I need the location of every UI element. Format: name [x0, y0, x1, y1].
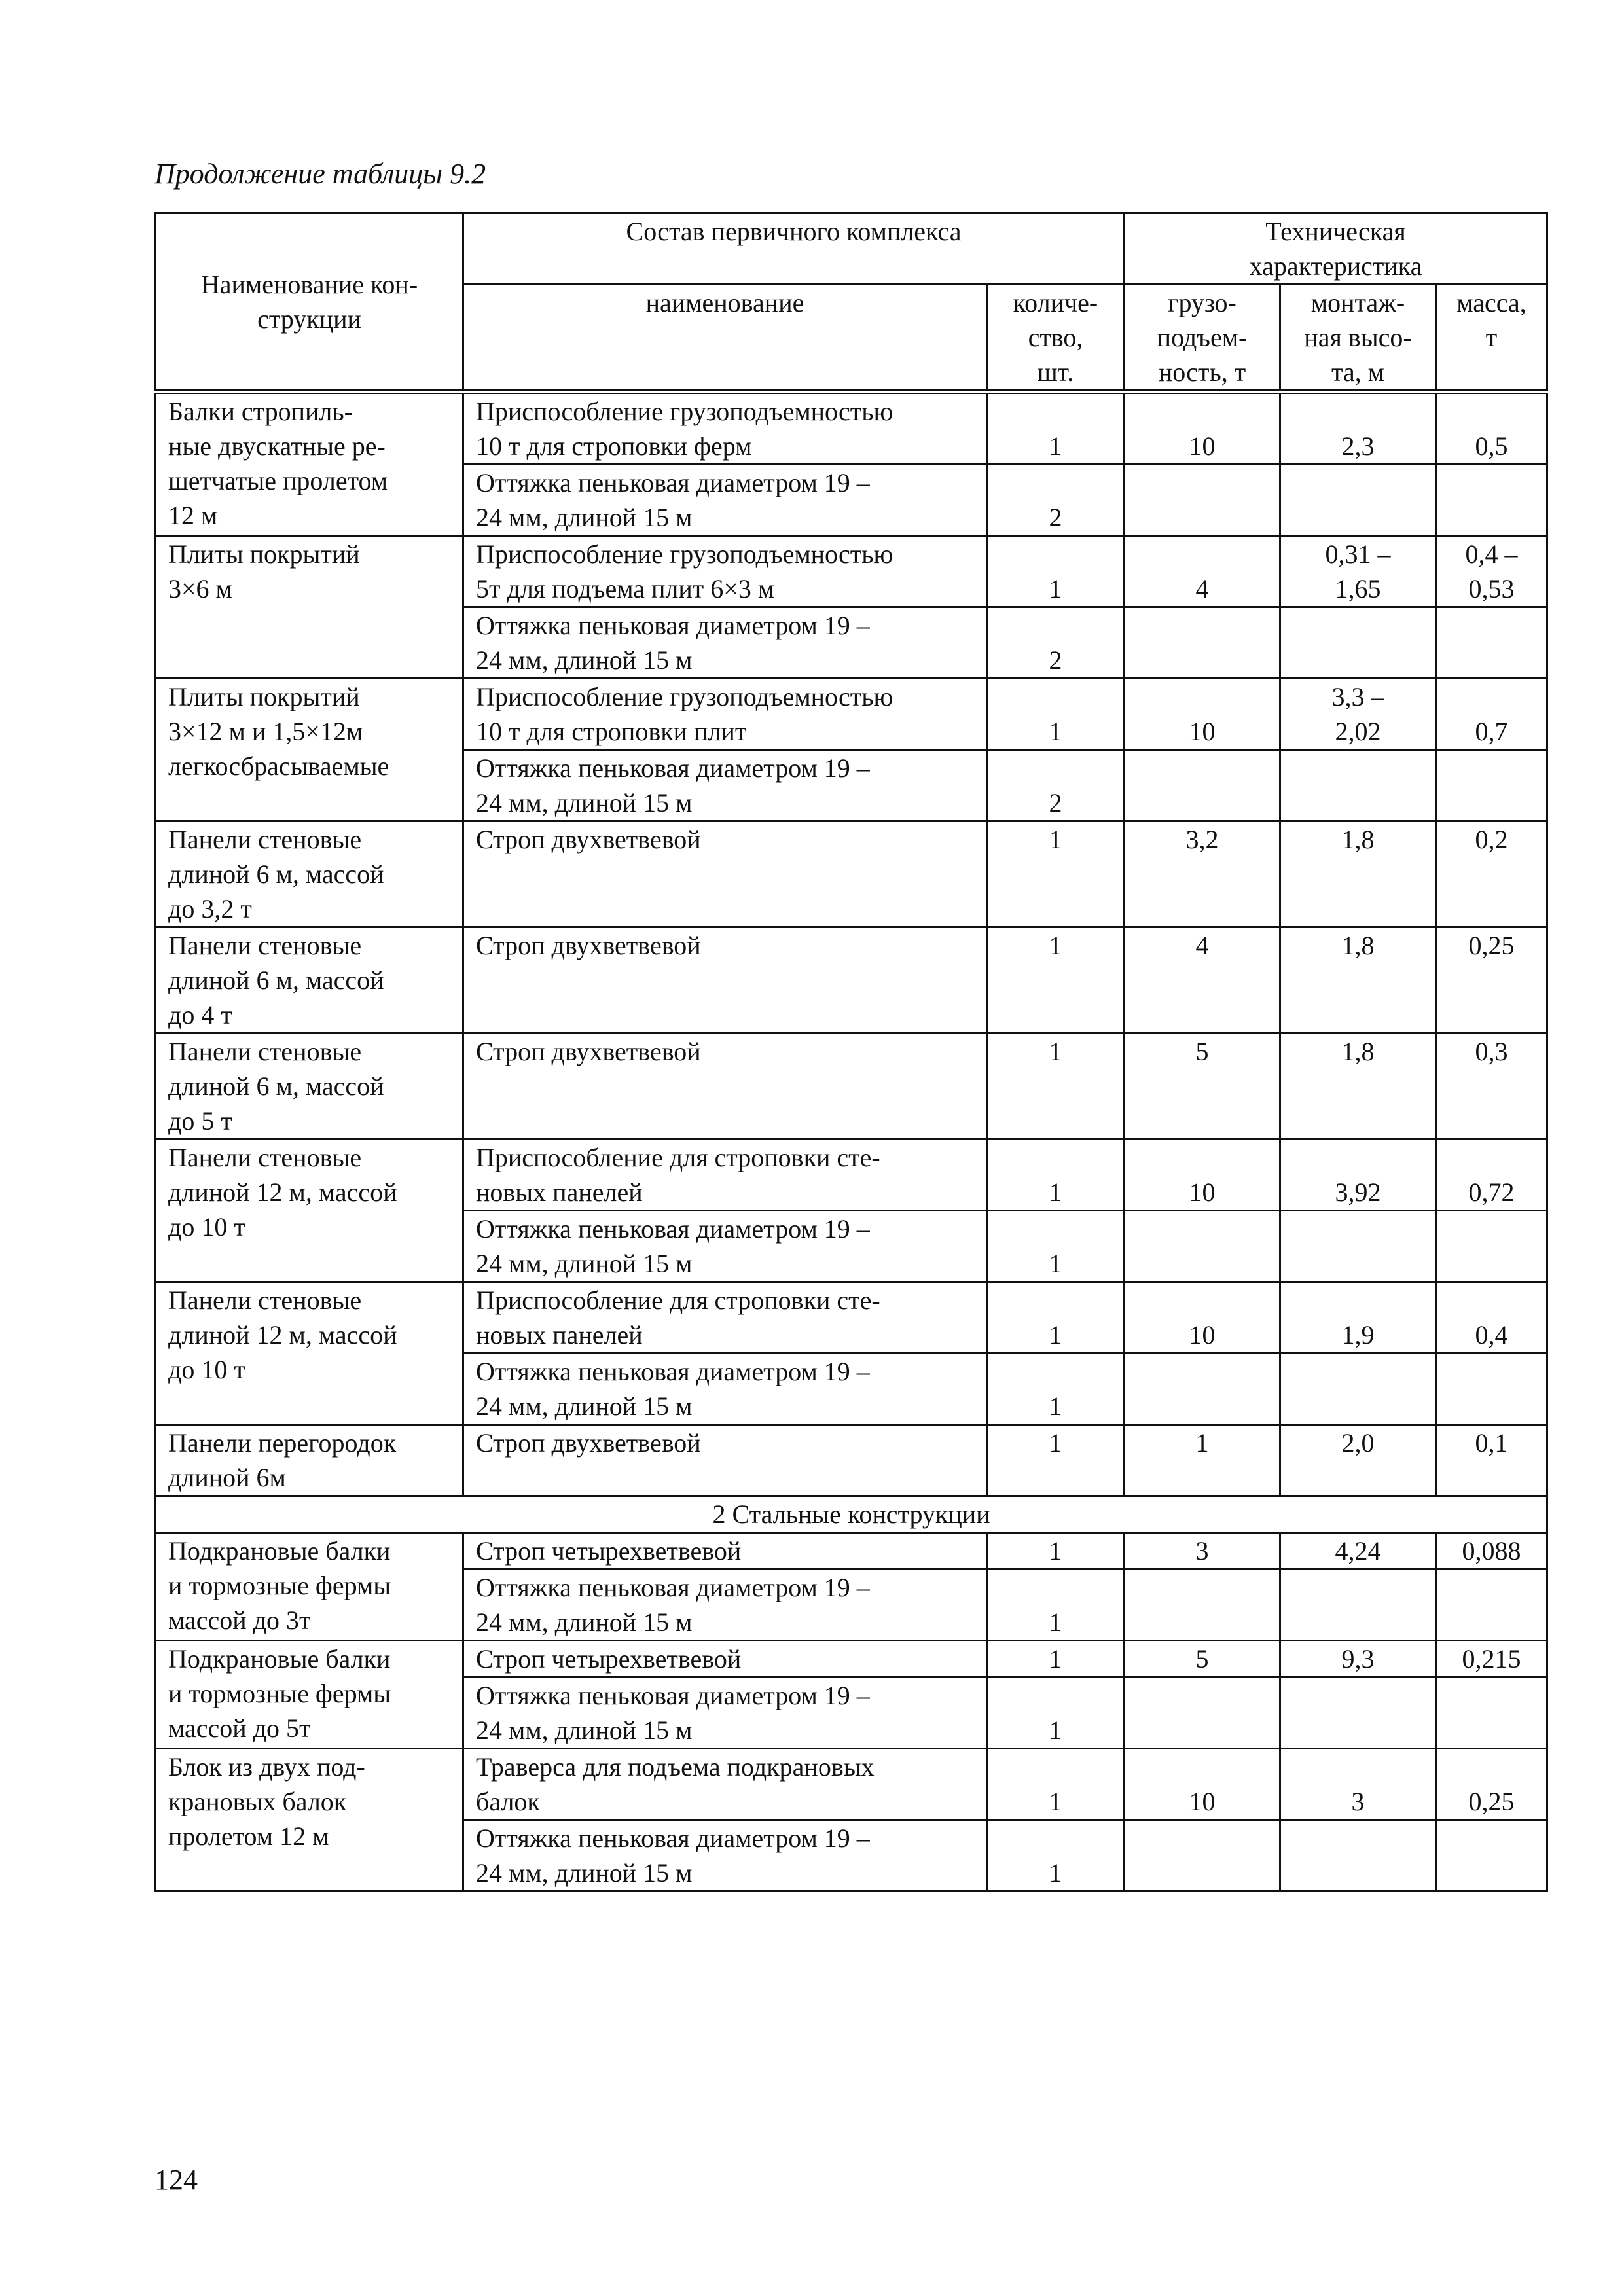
- table-row: [156, 1641, 1547, 1677]
- mount-height-cell: 1,8: [1280, 1033, 1436, 1139]
- mass-cell: 0,25: [1436, 927, 1547, 1033]
- group-primary-set-header: Состав первичного комплекса: [463, 213, 1125, 285]
- mount-height-cell: 9,3: [1280, 1641, 1436, 1677]
- construction-cell: Панели перегородок длиной 6м: [156, 1425, 463, 1496]
- table-row: [156, 821, 1547, 927]
- load-capacity-cell: [1125, 1570, 1280, 1641]
- load-capacity-cell: 3: [1125, 1533, 1280, 1570]
- item-name-cell: Приспособление грузоподъемностью 10 т для строповки плит: [463, 679, 987, 750]
- item-name-cell: Приспособление грузоподъемностью 10 т для строповки ферм: [463, 392, 987, 465]
- quantity-cell: 2: [987, 607, 1125, 679]
- load-capacity-cell: 4: [1125, 927, 1280, 1033]
- item-name-cell: Строп двухветвевой: [463, 1425, 987, 1496]
- table-row: [156, 392, 1547, 465]
- mount-height-cell: [1280, 1354, 1436, 1425]
- mount-height-cell: 3,92: [1280, 1139, 1436, 1211]
- item-name-cell: Приспособление для строповки сте- новых панелей: [463, 1139, 987, 1211]
- load-capacity-cell: [1125, 465, 1280, 536]
- construction-cell: Панели стеновые длиной 12 м, массой до 10 т: [156, 1139, 463, 1282]
- mount-height-cell: [1280, 1677, 1436, 1749]
- load-capacity-cell: [1125, 1211, 1280, 1282]
- quantity-cell: 1: [987, 679, 1125, 750]
- section-row: [156, 1496, 1547, 1533]
- construction-cell: Панели стеновые длиной 6 м, массой до 3,2 т: [156, 821, 463, 927]
- item-name-cell: Строп четырехветвевой: [463, 1533, 987, 1570]
- item-name-cell: Оттяжка пеньковая диаметром 19 – 24 мм, длиной 15 м: [463, 1820, 987, 1892]
- mass-cell: [1436, 1570, 1547, 1641]
- mass-cell: [1436, 607, 1547, 679]
- mass-cell: 0,5: [1436, 392, 1547, 465]
- quantity-cell: 1: [987, 1641, 1125, 1677]
- item-name-cell: Оттяжка пеньковая диаметром 19 – 24 мм, длиной 15 м: [463, 607, 987, 679]
- quantity-cell: 2: [987, 750, 1125, 821]
- table-row: [156, 536, 1547, 607]
- mass-cell: [1436, 1354, 1547, 1425]
- table-row: [156, 1033, 1547, 1139]
- item-name-cell: Приспособление для строповки сте- новых панелей: [463, 1282, 987, 1354]
- load-capacity-cell: 10: [1125, 392, 1280, 465]
- group-tech-header: Техническая характеристика: [1125, 213, 1547, 285]
- quantity-cell: 1: [987, 1354, 1125, 1425]
- load-capacity-cell: 5: [1125, 1033, 1280, 1139]
- construction-cell: Панели стеновые длиной 6 м, массой до 4 т: [156, 927, 463, 1033]
- mount-height-cell: [1280, 1570, 1436, 1641]
- col-construction-header: Наименование кон- струкции: [156, 213, 463, 392]
- mount-height-cell: 3,3 – 2,02: [1280, 679, 1436, 750]
- table-row: [156, 1425, 1547, 1496]
- item-name-cell: Оттяжка пеньковая диаметром 19 – 24 мм, длиной 15 м: [463, 465, 987, 536]
- construction-cell: Панели стеновые длиной 6 м, массой до 5 т: [156, 1033, 463, 1139]
- mount-height-cell: 0,31 – 1,65: [1280, 536, 1436, 607]
- item-name-cell: Оттяжка пеньковая диаметром 19 – 24 мм, длиной 15 м: [463, 750, 987, 821]
- load-capacity-cell: [1125, 1820, 1280, 1892]
- item-name-cell: Приспособление грузоподъемностью 5т для подъема плит 6×3 м: [463, 536, 987, 607]
- quantity-cell: 1: [987, 392, 1125, 465]
- table-row: [156, 1139, 1547, 1211]
- quantity-cell: 1: [987, 821, 1125, 927]
- quantity-cell: 1: [987, 1570, 1125, 1641]
- load-capacity-cell: [1125, 750, 1280, 821]
- item-name-cell: Оттяжка пеньковая диаметром 19 – 24 мм, длиной 15 м: [463, 1354, 987, 1425]
- mount-height-cell: [1280, 1820, 1436, 1892]
- quantity-cell: 1: [987, 1533, 1125, 1570]
- quantity-cell: 1: [987, 1749, 1125, 1820]
- equipment-table: [154, 212, 1548, 1892]
- table-row: [156, 927, 1547, 1033]
- quantity-cell: 1: [987, 1425, 1125, 1496]
- construction-cell: Панели стеновые длиной 12 м, массой до 10 т: [156, 1282, 463, 1425]
- mass-cell: 0,215: [1436, 1641, 1547, 1677]
- construction-cell: Балки стропиль- ные двускатные ре- шетчатые пролетом 12 м: [156, 392, 463, 536]
- load-capacity-cell: 10: [1125, 1749, 1280, 1820]
- table-body: [156, 392, 1547, 1892]
- mass-cell: 0,3: [1436, 1033, 1547, 1139]
- mass-cell: [1436, 465, 1547, 536]
- mass-cell: [1436, 750, 1547, 821]
- item-name-cell: Оттяжка пеньковая диаметром 19 – 24 мм, длиной 15 м: [463, 1677, 987, 1749]
- table-row: [156, 1533, 1547, 1570]
- mass-cell: 0,1: [1436, 1425, 1547, 1496]
- page-number: 124: [154, 2164, 198, 2196]
- col-mass-header: масса, т: [1436, 285, 1547, 392]
- load-capacity-cell: [1125, 1354, 1280, 1425]
- mount-height-cell: [1280, 1211, 1436, 1282]
- item-name-cell: Строп четырехветвевой: [463, 1641, 987, 1677]
- mass-cell: 0,4: [1436, 1282, 1547, 1354]
- mount-height-cell: 4,24: [1280, 1533, 1436, 1570]
- mount-height-cell: [1280, 607, 1436, 679]
- item-name-cell: Оттяжка пеньковая диаметром 19 – 24 мм, длиной 15 м: [463, 1570, 987, 1641]
- mount-height-cell: 2,0: [1280, 1425, 1436, 1496]
- col-item-name-header: наименование: [463, 285, 987, 392]
- load-capacity-cell: 10: [1125, 1139, 1280, 1211]
- mount-height-cell: [1280, 750, 1436, 821]
- mass-cell: [1436, 1211, 1547, 1282]
- construction-cell: Блок из двух под- крановых балок пролетом 12 м: [156, 1749, 463, 1892]
- quantity-cell: 1: [987, 1677, 1125, 1749]
- mass-cell: 0,2: [1436, 821, 1547, 927]
- mass-cell: 0,4 – 0,53: [1436, 536, 1547, 607]
- col-load-capacity-header: грузо- подъем- ность, т: [1125, 285, 1280, 392]
- mount-height-cell: 3: [1280, 1749, 1436, 1820]
- mount-height-cell: 2,3: [1280, 392, 1436, 465]
- mount-height-cell: 1,8: [1280, 821, 1436, 927]
- load-capacity-cell: 10: [1125, 679, 1280, 750]
- table-row: [156, 1282, 1547, 1354]
- load-capacity-cell: [1125, 1677, 1280, 1749]
- mass-cell: [1436, 1820, 1547, 1892]
- section-title: 2 Стальные конструкции: [156, 1496, 1547, 1533]
- item-name-cell: Строп двухветвевой: [463, 821, 987, 927]
- mass-cell: [1436, 1677, 1547, 1749]
- quantity-cell: 1: [987, 1139, 1125, 1211]
- quantity-cell: 1: [987, 1820, 1125, 1892]
- quantity-cell: 1: [987, 1282, 1125, 1354]
- item-name-cell: Строп двухветвевой: [463, 927, 987, 1033]
- item-name-cell: Строп двухветвевой: [463, 1033, 987, 1139]
- mass-cell: 0,7: [1436, 679, 1547, 750]
- mass-cell: 0,088: [1436, 1533, 1547, 1570]
- table-header: [156, 213, 1547, 392]
- load-capacity-cell: 3,2: [1125, 821, 1280, 927]
- mount-height-cell: 1,8: [1280, 927, 1436, 1033]
- mass-cell: 0,25: [1436, 1749, 1547, 1820]
- load-capacity-cell: 1: [1125, 1425, 1280, 1496]
- col-quantity-header: количе- ство, шт.: [987, 285, 1125, 392]
- item-name-cell: Оттяжка пеньковая диаметром 19 – 24 мм, длиной 15 м: [463, 1211, 987, 1282]
- table-caption: Продолжение таблицы 9.2: [154, 158, 486, 190]
- quantity-cell: 1: [987, 1211, 1125, 1282]
- load-capacity-cell: [1125, 607, 1280, 679]
- mount-height-cell: 1,9: [1280, 1282, 1436, 1354]
- quantity-cell: 1: [987, 1033, 1125, 1139]
- load-capacity-cell: 4: [1125, 536, 1280, 607]
- load-capacity-cell: 10: [1125, 1282, 1280, 1354]
- item-name-cell: Траверса для подъема подкрановых балок: [463, 1749, 987, 1820]
- col-mount-height-header: монтаж- ная высо- та, м: [1280, 285, 1436, 392]
- construction-cell: Плиты покрытий 3×12 м и 1,5×12м легкосбрасываемые: [156, 679, 463, 821]
- construction-cell: Плиты покрытий 3×6 м: [156, 536, 463, 679]
- construction-cell: Подкрановые балки и тормозные фермы массой до 5т: [156, 1641, 463, 1749]
- quantity-cell: 2: [987, 465, 1125, 536]
- quantity-cell: 1: [987, 536, 1125, 607]
- table-row: [156, 679, 1547, 750]
- construction-cell: Подкрановые балки и тормозные фермы массой до 3т: [156, 1533, 463, 1641]
- mount-height-cell: [1280, 465, 1436, 536]
- mass-cell: 0,72: [1436, 1139, 1547, 1211]
- load-capacity-cell: 5: [1125, 1641, 1280, 1677]
- quantity-cell: 1: [987, 927, 1125, 1033]
- table-row: [156, 1749, 1547, 1820]
